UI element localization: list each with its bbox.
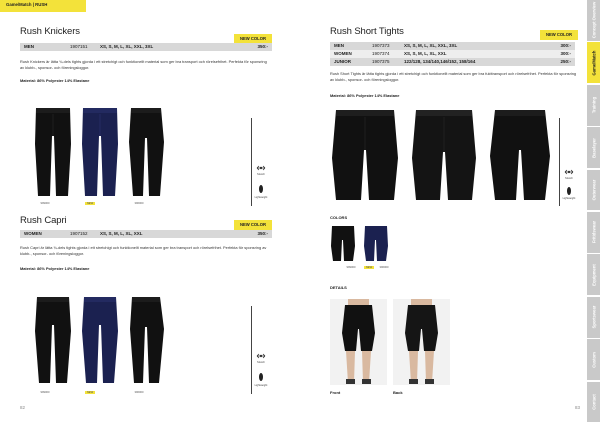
color-swatch-navy[interactable] (363, 226, 389, 262)
color-swatch-black[interactable] (330, 226, 356, 262)
row-code: 1907374 (372, 51, 390, 56)
page-number-left: 82 (20, 405, 26, 410)
row-group: WOMEN (334, 51, 352, 56)
lightweight-icon (258, 184, 264, 194)
shorttights-black-back-image (410, 110, 478, 202)
nav-tab-contact[interactable] (587, 382, 600, 423)
row-code: 1907375 (372, 59, 390, 64)
nav-tab-baselayer[interactable] (587, 127, 600, 168)
knickers-black-side-image (127, 108, 167, 198)
capri-swatch-label-1: 999000 (40, 391, 50, 394)
capri-new-color-badge: NEW COLOR (234, 220, 272, 230)
stretch-label: Stretch (257, 173, 265, 176)
knickers-row-men (20, 43, 272, 51)
row-sizes: XS, S, M, L, XL, XXL, 3XL (404, 43, 458, 48)
row-group: MEN (334, 43, 344, 48)
row-price: 300:- (560, 51, 571, 56)
lightweight-icon (258, 372, 264, 382)
row-code: 1907373 (372, 43, 390, 48)
shorttights-row-men (330, 42, 575, 50)
nav-tab-label: Sportswear (591, 305, 596, 329)
capri-swatch-label-3: 396000 (134, 391, 144, 394)
nav-tab-sportswear[interactable] (587, 297, 600, 338)
nav-tab-label: Fritidswear (591, 221, 596, 244)
stretch-label: Stretch (565, 177, 573, 180)
shorttights-black-side-image (487, 110, 553, 202)
row-price: 300:- (560, 43, 571, 48)
nav-tab-label: Equipment (591, 264, 596, 286)
colors-swatch-label-3: 396000 (379, 266, 389, 269)
capri-swatch-label-2: NEW (86, 391, 94, 394)
row-code: 1907152 (70, 231, 88, 236)
nav-tab-outerwear[interactable] (587, 170, 600, 211)
lightweight-label: Lightweight (254, 196, 268, 199)
nav-tab-equipment[interactable] (587, 254, 600, 295)
nav-tab-game-match[interactable] (587, 42, 600, 83)
row-price: 250:- (560, 59, 571, 64)
nav-tab-label: Training (591, 97, 596, 114)
row-sizes: 122/128, 134/140,146/152, 158/164 (404, 59, 476, 64)
row-code: 1907151 (70, 44, 88, 49)
stretch-icon (256, 164, 266, 172)
knickers-title: Rush Knickers (20, 26, 80, 37)
details-front-figure (330, 299, 387, 385)
row-sizes: XS, S, M, L, XL, XXL (404, 51, 447, 56)
row-price: 350:- (257, 231, 268, 236)
knickers-divider (251, 118, 252, 206)
breadcrumb: Game/Match | RUSH (6, 2, 48, 7)
lightweight-label: Lightweight (254, 384, 268, 387)
knickers-new-color-badge: NEW COLOR (234, 34, 272, 44)
stretch-icon (564, 168, 574, 176)
capri-navy-image (80, 297, 120, 385)
page-number-right: 83 (575, 405, 581, 410)
colors-swatch-label-2: NEW (365, 266, 373, 269)
capri-row-women (20, 230, 272, 238)
capri-material: Material: 86% Polyester 14% Elastane (20, 266, 90, 271)
details-back-figure (393, 299, 450, 385)
nav-tab-label: Game/Match (591, 50, 596, 76)
shorttights-new-color-badge: NEW COLOR (540, 30, 578, 40)
knickers-description: Rush Knickers är lätta ¾-dels tights gjorda i ett stretchigt och funktionellt material som ger bra transport och rörelsefrihet. Perfekta för sponsring av klubb-, sponsor- och föreningsloggor. (20, 59, 267, 70)
nav-tab-label: Outerwear (591, 179, 596, 201)
knickers-black-image (33, 108, 73, 198)
details-heading: DETAILS (330, 285, 347, 290)
row-price: 350:- (257, 44, 268, 49)
nav-tab-label: Baselayer (591, 137, 596, 158)
colors-heading: COLORS (330, 215, 348, 220)
details-front-caption: Front (330, 390, 341, 395)
breadcrumb-bar (0, 0, 86, 12)
knickers-swatch-label-2: NEW (86, 202, 94, 205)
capri-black-side-image (127, 297, 167, 385)
nav-tab-concept-overview[interactable] (587, 0, 600, 41)
capri-title: Rush Capri (20, 215, 67, 226)
nav-tab-fritidswear[interactable] (587, 212, 600, 253)
capri-black-image (33, 297, 73, 385)
capri-divider (251, 306, 252, 394)
shorttights-description: Rush Short Tights är lätta tights gjorda i ett stretchigt och funktionellt material som ger bra fukttransport och rörelsefrihet. Perfekta för sponsring av klubb-, sponsor- och föreningsloggor. (330, 71, 577, 82)
row-group: MEN (24, 44, 34, 49)
nav-tab-label: Contact (591, 394, 596, 410)
knickers-swatch-label-1: 999000 (40, 202, 50, 205)
shorttights-title: Rush Short Tights (330, 26, 404, 37)
shorttights-material: Material: 86% Polyester 14% Elastane (330, 93, 400, 98)
stretch-label: Stretch (257, 361, 265, 364)
capri-description: Rush Capri är lätta ¾-dels tights gjorda i ett stretchigt och funktionellt material som ger bra transport och rörelsefrihet. Perfekta för sponsring av klubb-, sponsor- och föreningsloggor. (20, 245, 267, 256)
nav-tab-training[interactable] (587, 85, 600, 126)
shorttights-divider (559, 118, 560, 206)
details-back-caption: Back (393, 390, 403, 395)
row-sizes: XS, S, M, L, XL, XXL, 3XL (100, 44, 154, 49)
lightweight-label: Lightweight (562, 197, 576, 200)
lightweight-icon (566, 186, 572, 196)
nav-tab-label: Custom (591, 351, 596, 368)
shorttights-row-women (330, 50, 575, 58)
shorttights-black-front-image (330, 110, 400, 202)
row-sizes: XS, S, M, L, XL, XXL (100, 231, 143, 236)
row-group: WOMEN (24, 231, 42, 236)
nav-tab-custom[interactable] (587, 339, 600, 380)
knickers-swatch-label-3: 396000 (134, 202, 144, 205)
stretch-icon (256, 352, 266, 360)
colors-swatch-label-1: 999000 (346, 266, 356, 269)
knickers-navy-image (80, 108, 120, 198)
nav-tab-label: Concept Overview (591, 2, 596, 39)
knickers-material: Material: 86% Polyester 14% Elastane (20, 78, 90, 83)
shorttights-row-junior (330, 58, 575, 66)
row-group: JUNIOR (334, 59, 352, 64)
